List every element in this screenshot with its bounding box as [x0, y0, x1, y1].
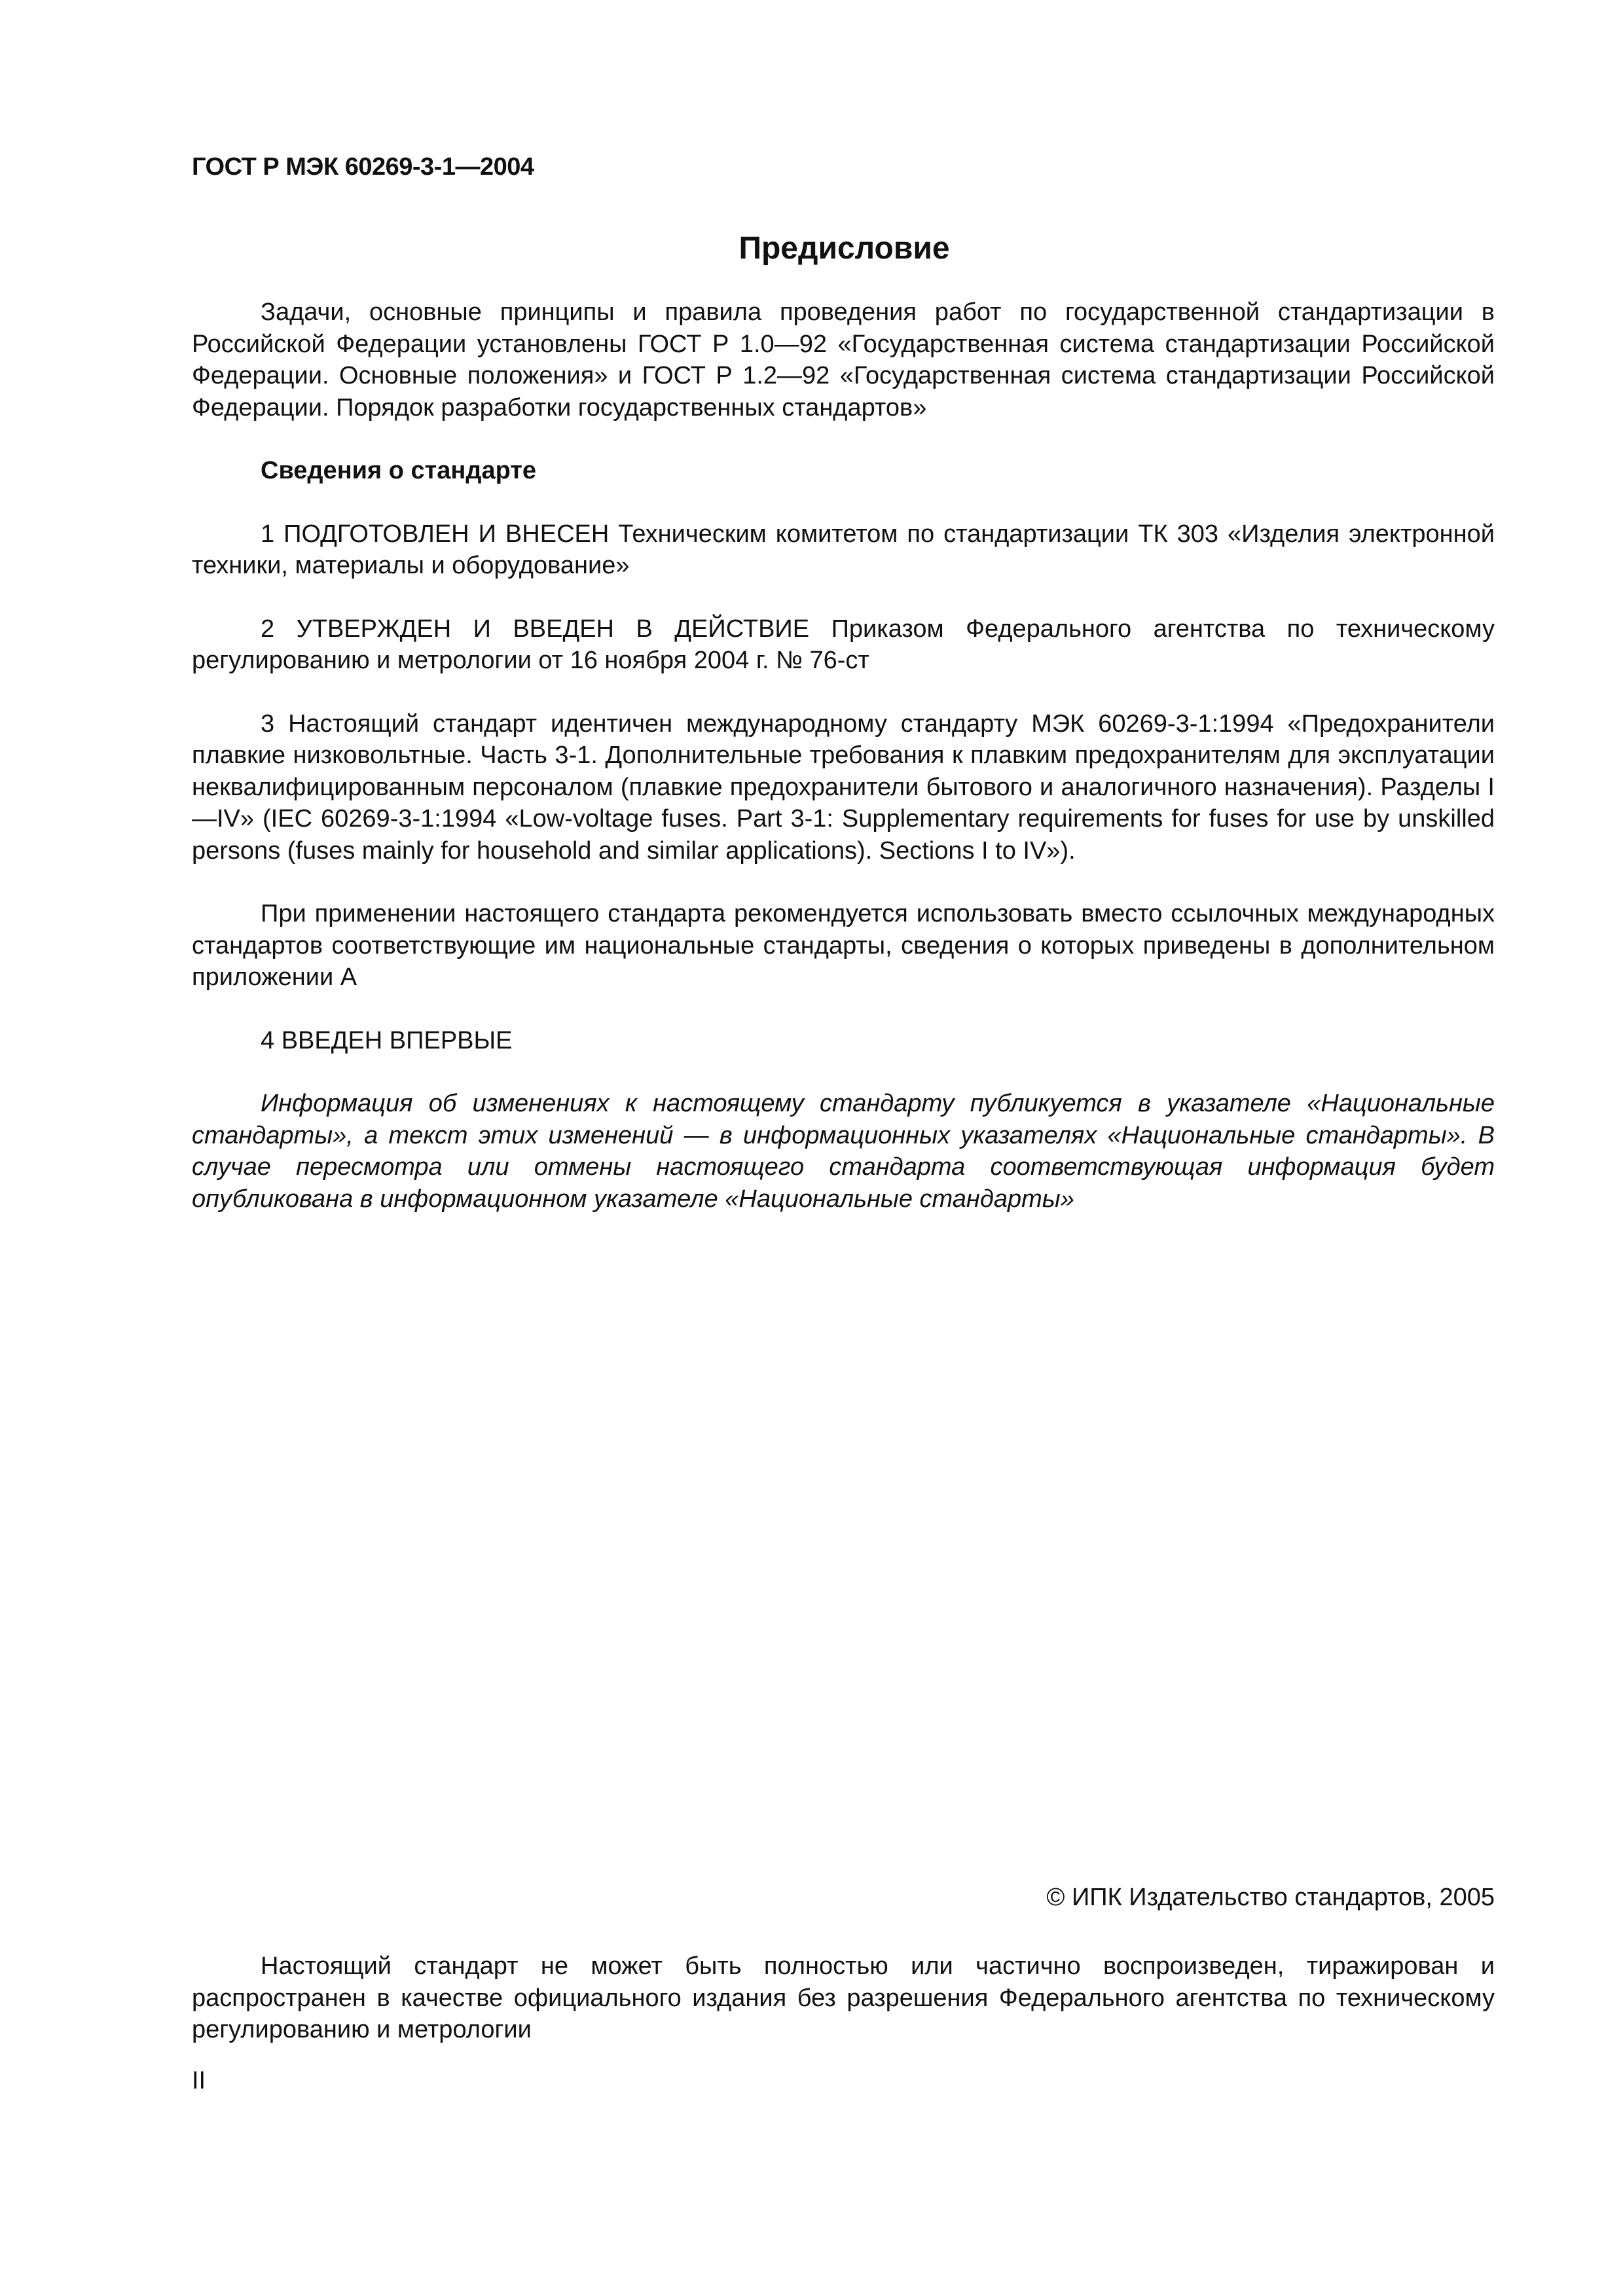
preface-body	[192, 296, 1495, 1246]
document-header: ГОСТ Р МЭК 60269-3-1—2004	[192, 153, 534, 181]
page-number: II	[192, 2067, 206, 2094]
item-1-paragraph: 1 ПОДГОТОВЛЕН И ВНЕСЕН Техническим комитетом по стандартизации ТК 303 «Изделия электронной техники, материалы и оборудование»	[192, 520, 1495, 579]
intro-paragraph: Задачи, основные принципы и правила проведения работ по государственной стандартизации в Российской Федерации установлены ГОСТ Р 1.0—92 «Государственная система стандартизации Российской Федерации. Основные положения» и ГОСТ Р 1.2—92 «Государственная система стандартизации Российской Федерации. Порядок разработки государственных стандартов»	[192, 298, 1495, 422]
standard-info-subheading: Сведения о стандарте	[261, 457, 537, 484]
item-2-paragraph: 2 УТВЕРЖДЕН И ВВЕДЕН В ДЕЙСТВИЕ Приказом Федерального агентства по техническому регулированию и метрологии от 16 ноября 2004 г. № 76-ст	[192, 615, 1495, 674]
rights-notice: Настоящий стандарт не может быть полностью или частично воспроизведен, тиражирован и распространен в качестве официального издания без разрешения Федерального агентства по техническому регулированию и метрологии	[192, 1952, 1495, 2043]
page-title: Предисловие	[739, 231, 950, 266]
item-3-note-paragraph: При применении настоящего стандарта рекомендуется использовать вместо ссылочных международных стандартов соответствующие им национальные стандарты, сведения о которых приведены в дополнительном приложении А	[192, 900, 1495, 991]
copyright-line: © ИПК Издательство стандартов, 2005	[1046, 1884, 1495, 1911]
item-4-paragraph: 4 ВВЕДЕН ВПЕРВЫЕ	[261, 1026, 513, 1054]
changes-info-paragraph: Информация об изменениях к настоящему стандарту публикуется в указателе «Национальные стандарты», а текст этих изменений — в информационных указателях «Национальные стандарты». В случае пересмотра или отмены настоящего стандарта соответствующая информация будет опубликована в информационном указателе «Национальные стандарты»	[192, 1090, 1495, 1213]
item-3-paragraph: 3 Настоящий стандарт идентичен международному стандарту МЭК 60269-3-1:1994 «Предохранители плавкие низковольтные. Часть 3-1. Дополнительные требования к плавким предохранителям для эксплуатации неквалифицированным персоналом (плавкие предохранители бытового и аналогичного назначения). Разделы I—IV» (IEC 60269-3-1:1994 «Low-voltage fuses. Part 3-1: Supplementary requirements for fuses for use by unskilled persons (fuses mainly for household and similar applications). Sections I to IV»).	[192, 709, 1495, 865]
